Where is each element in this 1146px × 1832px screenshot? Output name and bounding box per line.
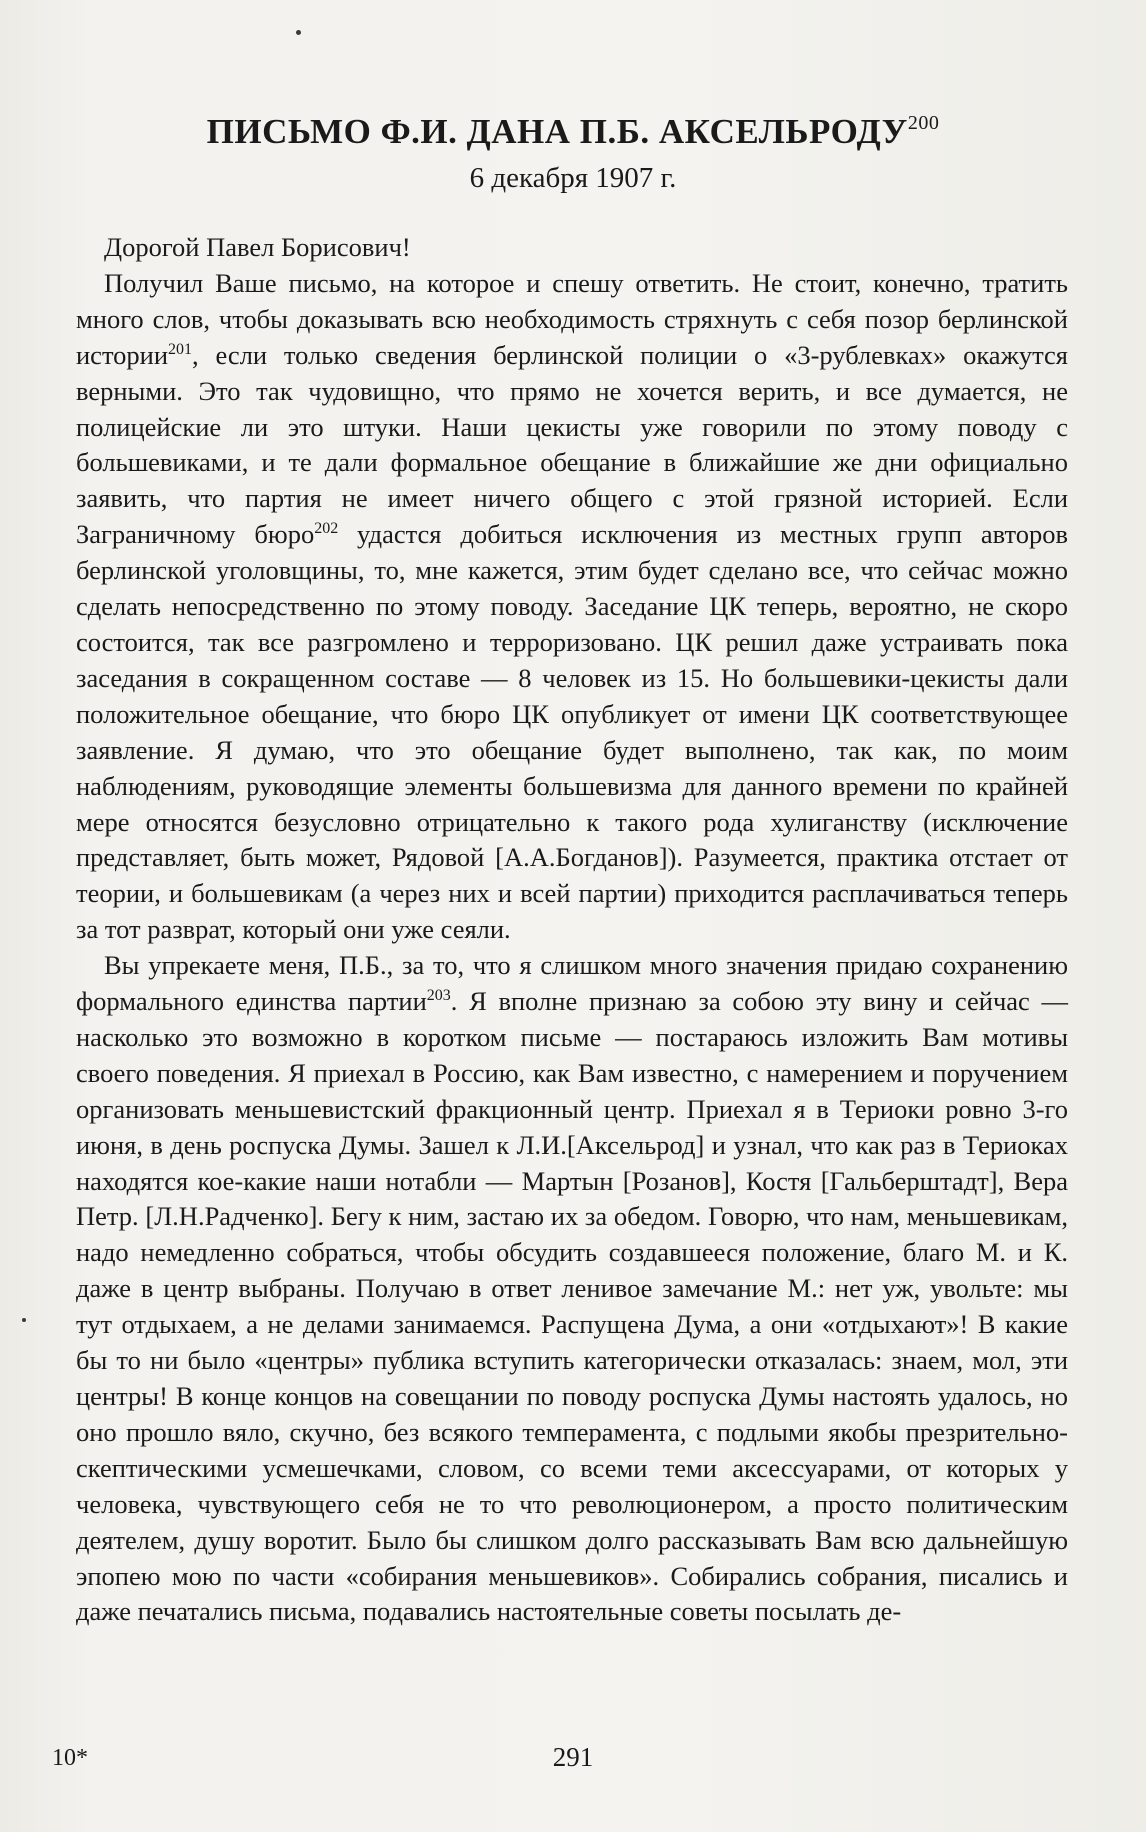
title-footnote-ref: 200 xyxy=(907,112,940,134)
letter-body xyxy=(76,230,1068,1630)
title-text: ПИСЬМО Ф.И. ДАНА П.Б. АКСЕЛЬРОДУ xyxy=(206,112,908,151)
paragraph-1 xyxy=(76,266,1068,948)
greeting: Дорогой Павел Борисович! xyxy=(104,232,411,262)
paragraph-text: . Я вполне признаю за собою эту вину и сейчас — насколько это возможно в коротком письме — постараюсь изложить Вам мотивы своего поведения. Я приехал в Россию, как Вам известно, с намерением и поручением организовать меньшевистский фракционный центр. Приехал я в Териоки ровно 3-го июня, в день роспуска Думы. Зашел к Л.И.[Аксельрод] и узнал, что как раз в Териоках находятся кое-какие наши нотабли — Мартын [Розанов], Костя [Гальберштадт], Вера Петр. [Л.Н.Радченко]. Бегу к ним, застаю их за обедом. Говорю, что нам, меньшевикам, надо немедленно собраться, чтобы обсудить создавшееся положение, благо М. и К. даже в центр выбраны. Получаю в ответ ленивое замечание М.: нет уж, увольте: мы тут отдыхаем, а не делами занимаемся. Распущена Дума, а они «отдыхают»! В какие бы то ни было «центры» публика вступить категорически отказалась: знаем, мол, эти центры! В конце концов на совещании по поводу роспуска Думы настоять удалось, но оно прошло вяло, скучно, без всякого темперамента, с подлыми якобы презрительно-скептическими усмешечками, словом, со всеми теми аксессуарами, от которых у человека, чувствующего себя не то что революционером, а просто политическим деятелем, душу воротит. Было бы слишком долго рассказывать Вам всю дальнейшую эпопею мою по части «собирания меньшевиков». Собирались собрания, писались и даже печатались письма, подавались настоятельные советы посылать де- xyxy=(76,986,1068,1627)
footnote-ref: 203 xyxy=(426,987,451,1005)
paragraph-text: Вы упрекаете меня, П.Б., за то, что я слишком много значения придаю сохранению формального единства партии xyxy=(76,950,1068,1017)
paragraph-2 xyxy=(76,948,1068,1630)
print-speck xyxy=(22,1318,26,1322)
footnote-ref: 201 xyxy=(168,340,193,358)
document-date: 6 декабря 1907 г. xyxy=(469,162,677,194)
page-number: 291 xyxy=(552,1742,594,1772)
paragraph-text: , если только сведения берлинской полиции о «3-рублевках» окажутся верными. Это так чудовищно, что прямо не хочется верить, и все думается, не полицейские ли это штуки. Наши цекисты уже говорили по этому поводу с большевиками, и те дали формальное обещание в ближайшие же дни официально заявить, что партия не имеет ничего общего с этой грязной историей. Если Заграничному бюро xyxy=(76,339,1068,550)
document-title xyxy=(0,112,1146,152)
footnote-ref: 202 xyxy=(314,520,339,538)
print-speck xyxy=(296,30,301,35)
signature-mark: 10* xyxy=(52,1745,88,1771)
paragraph-text: удастся добиться исключения из местных групп авторов берлинской уголовщины, то, мне кажется, этим будет сделано все, что сейчас можно сделать непосредственно по этому поводу. Заседание ЦК теперь, вероятно, не скоро состоится, так все разгромлено и терроризовано. ЦК решил даже устраивать пока заседания в сокращенном составе — 8 человек из 15. Но большевики-цекисты дали положительное обещание, что бюро ЦК опубликует от имени ЦК соответствующее заявление. Я думаю, что это обещание будет выполнено, так как, по моим наблюдениям, руководящие элементы большевизма для данного времени по крайней мере относятся безусловно отрицательно к такого рода хулиганству (исключение представляет, быть может, Рядовой [А.А.Богданов]). Разумеется, практика отстает от теории, и большевикам (а через них и всей партии) приходится расплачиваться теперь за тот разврат, который они уже сеяли. xyxy=(76,519,1069,945)
paragraph-text: Получил Ваше письмо, на которое и спешу ответить. Не стоит, конечно, тратить много слов, чтобы доказывать всю необходимость стряхнуть с себя позор берлинской истории xyxy=(76,267,1068,370)
